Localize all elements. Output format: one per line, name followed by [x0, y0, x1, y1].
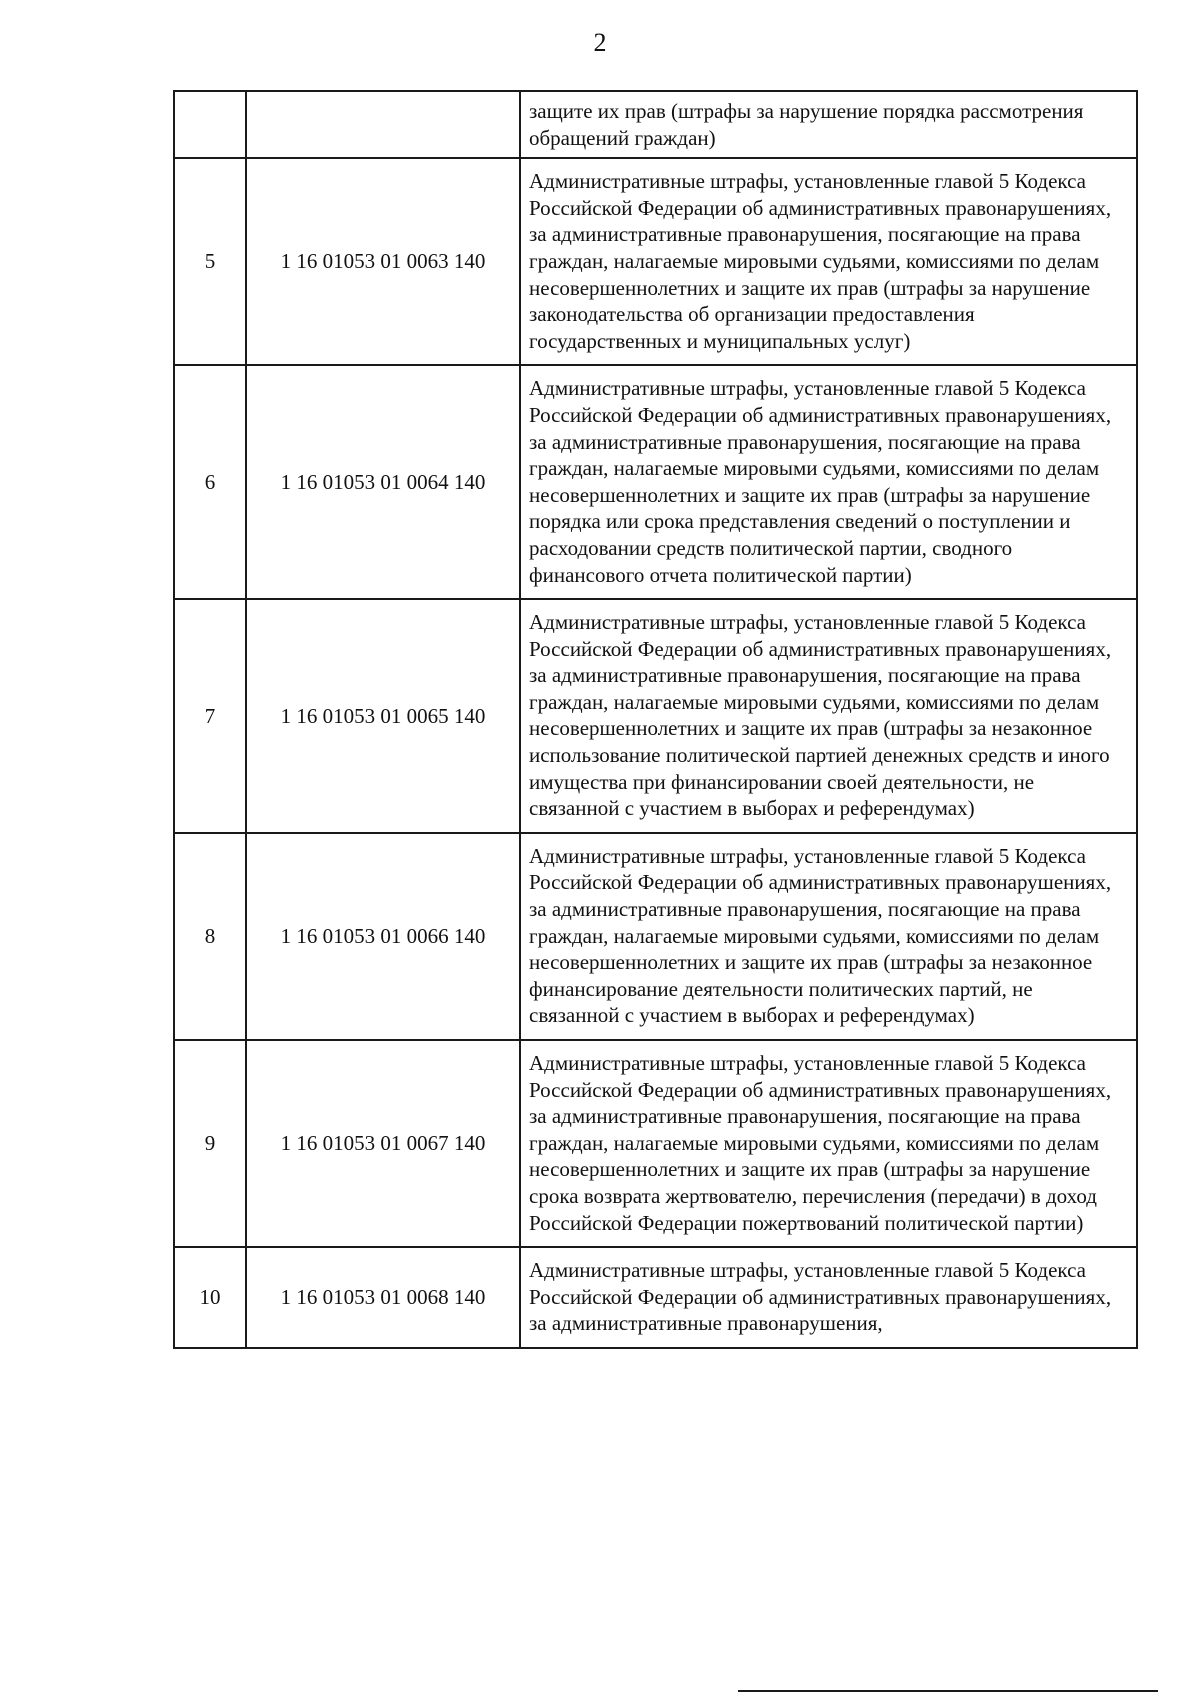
- row-description: Административные штрафы, установленные главой 5 Кодекса Российской Федерации об административных правонарушениях, за административные правонарушения, посягающие на права граждан, налагаемые мировыми судьями, комиссиями по делам несовершеннолетних и защите их прав (штрафы за нарушение срока возврата жертвователю, перечисления (передачи) в доход Российской Федерации пожертвований политической партии): [520, 1040, 1137, 1247]
- table-row: [174, 91, 1137, 158]
- table-row: [174, 1040, 1137, 1247]
- row-description: Административные штрафы, установленные главой 5 Кодекса Российской Федерации об административных правонарушениях, за административные правонарушения, посягающие на права граждан, налагаемые мировыми судьями, комиссиями по делам несовершеннолетних и защите их прав (штрафы за незаконное финансирование деятельности политических партий, не связанной с участием в выборах и референдумах): [520, 833, 1137, 1040]
- bottom-rule: [738, 1690, 1158, 1692]
- row-description: Административные штрафы, установленные главой 5 Кодекса Российской Федерации об административных правонарушениях, за административные правонарушения, посягающие на права граждан, налагаемые мировыми судьями, комиссиями по делам несовершеннолетних и защите их прав (штрафы за нарушение законодательства об организации предоставления государственных и муниципальных услуг): [520, 158, 1137, 365]
- page-number: 2: [593, 28, 607, 57]
- budget-code: 1 16 01053 01 0063 140: [246, 158, 520, 365]
- budget-code: 1 16 01053 01 0065 140: [246, 599, 520, 833]
- row-number: [174, 91, 246, 158]
- row-number: 9: [174, 1040, 246, 1247]
- row-number: 10: [174, 1247, 246, 1348]
- row-description: защите их прав (штрафы за нарушение порядка рассмотрения обращений граждан): [520, 91, 1137, 158]
- budget-code: [246, 91, 520, 158]
- row-number: 6: [174, 365, 246, 599]
- row-description: Административные штрафы, установленные главой 5 Кодекса Российской Федерации об административных правонарушениях, за административные правонарушения, посягающие на права граждан, налагаемые мировыми судьями, комиссиями по делам несовершеннолетних и защите их прав (штрафы за нарушение порядка или срока представления сведений о поступлении и расходовании средств политической партии, сводного финансового отчета политической партии): [520, 365, 1137, 599]
- table-row: [174, 833, 1137, 1040]
- row-number: 7: [174, 599, 246, 833]
- budget-code: 1 16 01053 01 0067 140: [246, 1040, 520, 1247]
- row-description: Административные штрафы, установленные главой 5 Кодекса Российской Федерации об административных правонарушениях, за административные правонарушения, посягающие на права граждан, налагаемые мировыми судьями, комиссиями по делам несовершеннолетних и защите их прав (штрафы за незаконное использование политической партией денежных средств и иного имущества при финансировании своей деятельности, не связанной с участием в выборах и референдумах): [520, 599, 1137, 833]
- table-row: [174, 1247, 1137, 1348]
- budget-code: 1 16 01053 01 0066 140: [246, 833, 520, 1040]
- row-number: 5: [174, 158, 246, 365]
- table-row: [174, 365, 1137, 599]
- budget-code: 1 16 01053 01 0068 140: [246, 1247, 520, 1348]
- table-row: [174, 158, 1137, 365]
- table-row: [174, 599, 1137, 833]
- row-description: Административные штрафы, установленные главой 5 Кодекса Российской Федерации об административных правонарушениях, за административные правонарушения,: [520, 1247, 1137, 1348]
- budget-code: 1 16 01053 01 0064 140: [246, 365, 520, 599]
- row-number: 8: [174, 833, 246, 1040]
- fines-table: [173, 90, 1138, 1349]
